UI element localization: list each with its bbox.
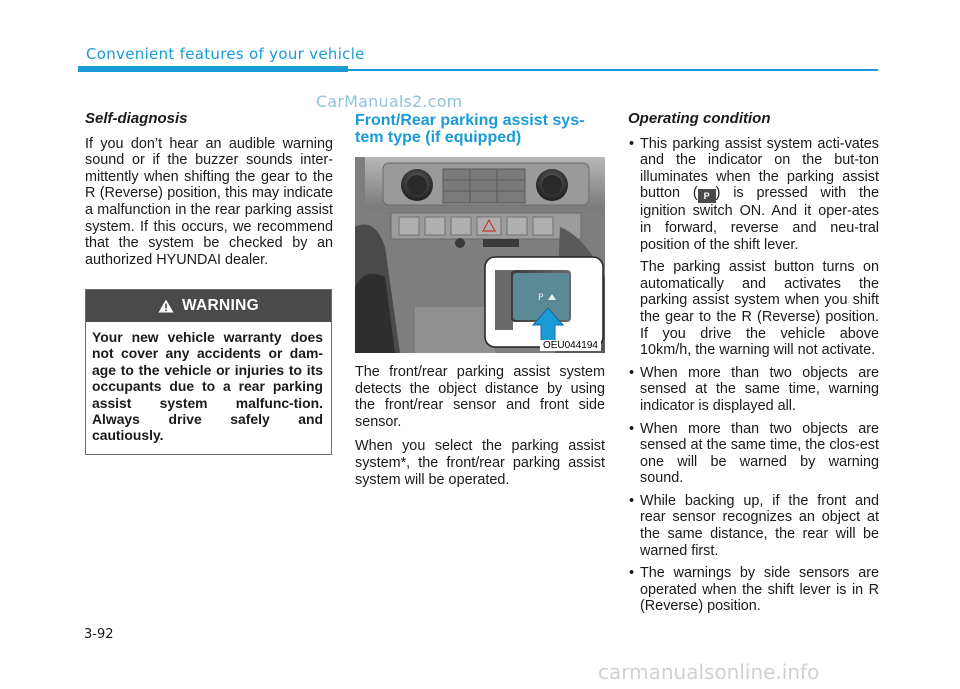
- warning-title: WARNING: [181, 297, 259, 314]
- operating-condition-list: [628, 136, 879, 615]
- left-column: [85, 111, 333, 276]
- warning-box: [85, 289, 332, 455]
- image-code: OEU044194: [540, 340, 601, 351]
- list-item: [628, 136, 879, 359]
- warning-triangle-icon: [158, 299, 174, 313]
- parking-assist-paragraph-1: The front/rear parking assist system detects the object distance by using the front/rear sensor and front side sensor.: [355, 364, 605, 430]
- warning-text: Your new vehicle warranty does not cover any accidents or dam-age to the vehicle or injuries to its occupants due to a rear parking assist system malfunc-tion. Always drive safely and cautiously.: [92, 329, 323, 444]
- dashboard-photo: [355, 157, 605, 353]
- list-item: • When more than two objects are sensed at the same time, warning indicator is displayed all.: [628, 365, 879, 415]
- middle-column-text: [355, 364, 605, 496]
- item1-text-b: ) is pressed with the ignition switch ON. And it oper-ates in forward, reverse and neu-tral position of the shift lever.: [640, 185, 879, 253]
- self-diagnosis-heading: Self-diagnosis: [85, 110, 188, 127]
- watermark-bottom[interactable]: carmanualsonline.info: [598, 660, 820, 684]
- section-header-title: Convenient features of your vehicle: [86, 45, 365, 63]
- self-diagnosis-paragraph: If you don’t hear an audible warning sound or if the buzzer sounds inter-mittently when shifting the gear to the R (Reverse) position, this may indicate a malfunction in the rear parking assist system. If this occurs, we recommend that the system be checked by an authorized HYUNDAI dealer.: [85, 135, 333, 268]
- header-rule: [348, 69, 878, 71]
- watermark-top[interactable]: CarManuals2.com: [316, 92, 463, 111]
- page-number: 3-92: [84, 627, 114, 642]
- header-bar: [78, 66, 348, 72]
- item1-text-a: This parking assist system acti-vates and the indicator on the but-ton illuminates when the parking assist button (: [640, 135, 879, 202]
- operating-condition-heading: Operating condition: [628, 110, 771, 127]
- parking-button-label: P: [538, 293, 544, 303]
- middle-column: [355, 112, 605, 155]
- dashboard-illustration: [355, 157, 605, 353]
- parking-assist-title: Front/Rear parking assist sys-tem type (if equipped): [355, 112, 585, 146]
- parking-assist-button-icon: P: [698, 189, 716, 203]
- item1-paragraph-2: The parking assist button turns on automatically and activates the parking assist system when you shift the gear to the R (Reverse) position. If you drive the vehicle above 10km/h, the warning will not activate.: [640, 259, 879, 359]
- right-column: [628, 111, 879, 621]
- parking-assist-paragraph-2: When you select the parking assist system*, the front/rear parking assist system will be operated.: [355, 438, 605, 488]
- list-item: • The warnings by side sensors are operated when the shift lever is in R (Reverse) position.: [628, 565, 879, 615]
- list-item: • While backing up, if the front and rear sensor recognizes an object at the same distance, the rear will be warned first.: [628, 493, 879, 559]
- list-item: • When more than two objects are sensed at the same time, the clos-est one will be warned by warning sound.: [628, 421, 879, 487]
- warning-header: [86, 290, 331, 322]
